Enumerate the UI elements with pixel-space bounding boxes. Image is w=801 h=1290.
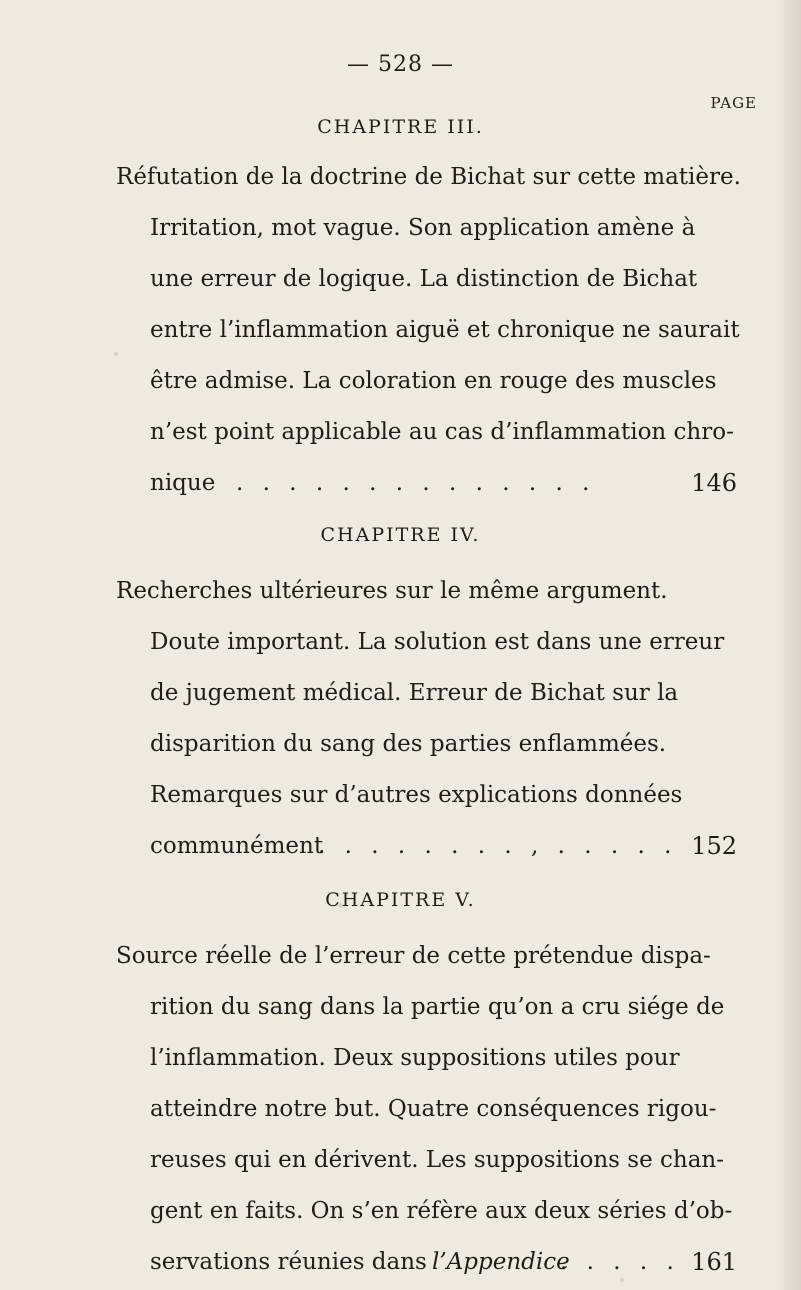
entry-text: de jugement médical. Erreur de Bichat sur la: [150, 680, 679, 706]
page-reference: 161: [691, 1248, 737, 1276]
page-number: — 528 —: [347, 52, 454, 77]
entry-text: reuses qui en dérivent. Les suppositions se chan-: [150, 1147, 725, 1173]
entry-text: une erreur de logique. La distinction de Bichat: [150, 266, 698, 292]
entry-text: Recherches ultérieures sur le même argument.: [116, 578, 668, 604]
entry-text: n’est point applicable au cas d’inflammation chro-: [150, 419, 734, 445]
entry-text: atteindre notre but. Quatre conséquences rigou-: [150, 1096, 717, 1122]
entry-text: gent en faits. On s’en réfère aux deux séries d’ob-: [150, 1198, 733, 1224]
dot-leader: . . . . . . . . , . . . . .: [318, 833, 678, 859]
paper-speck: [114, 352, 118, 356]
paper-speck: [338, 903, 343, 908]
chapter-3-title: CHAPITRE III.: [317, 116, 484, 138]
entry-text: Remarques sur d’autres explications données: [150, 782, 683, 808]
entry-text: Source réelle de l’erreur de cette prétendue dispa-: [116, 943, 711, 969]
entry-text: être admise. La coloration en rouge des muscles: [150, 368, 717, 394]
page-reference: 152: [691, 832, 737, 860]
entry-text: nique: [150, 470, 216, 496]
entry-text: servations réunies dans: [150, 1249, 427, 1275]
chapter-5-title: CHAPITRE V.: [325, 889, 476, 911]
paper-speck: [620, 1278, 624, 1282]
entry-text: communément: [150, 833, 324, 859]
entry-text: Irritation, mot vague. Son application amène à: [150, 215, 696, 241]
entry-text: Réfutation de la doctrine de Bichat sur cette matière.: [116, 164, 741, 190]
entry-text: rition du sang dans la partie qu’on a cru siége de: [150, 994, 725, 1020]
page-column-label: PAGE: [710, 94, 757, 112]
page-edge-shadow: [775, 0, 801, 1290]
entry-text: l’inflammation. Deux suppositions utiles pour: [150, 1045, 680, 1071]
dot-leader: . . . . . . . . . . . . . .: [236, 470, 596, 496]
entry-text: Doute important. La solution est dans une erreur: [150, 629, 725, 655]
entry-text: entre l’inflammation aiguë et chronique ne saurait: [150, 317, 740, 343]
entry-text: disparition du sang des parties enflammées.: [150, 731, 667, 757]
appendix-reference: l’Appendice: [432, 1249, 570, 1275]
chapter-4-title: CHAPITRE IV.: [320, 524, 481, 546]
page-reference: 146: [691, 469, 737, 497]
dot-leader: . . . . .: [560, 1249, 680, 1275]
